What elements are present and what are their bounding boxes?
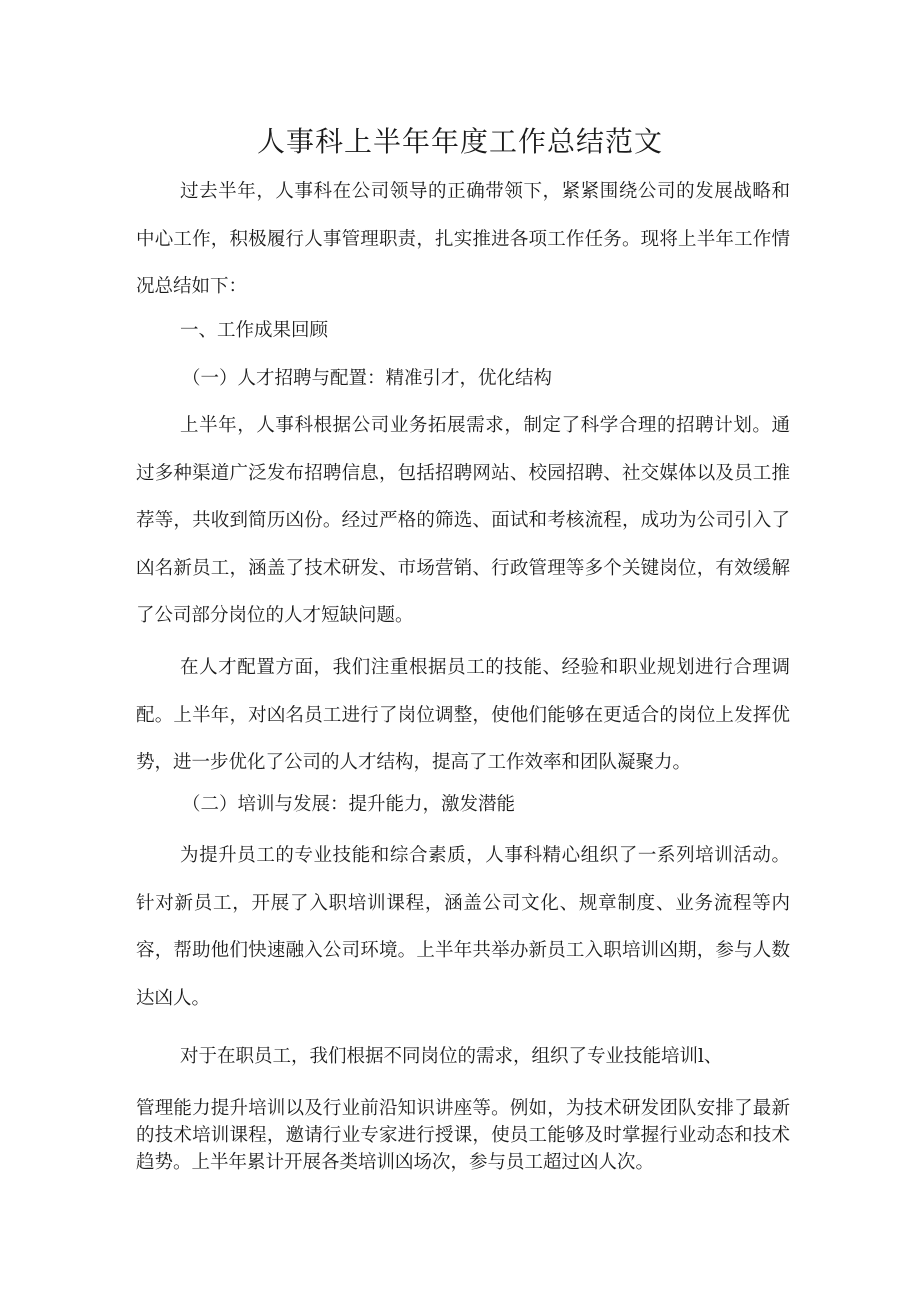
training-paragraph-2-continued: 管理能力提升培训以及行业前沿知识讲座等。例如，为技术研发团队安排了最新的技术培训课程，邀请行业专家进行授课，使员工能够及时掌握行业动态和技术趋势。上半年累计开展各类培训凶场次，参与员工超过凶人次。 — [136, 1098, 790, 1173]
training-paragraph-2-first-line: 对于在职员工，我们根据不同岗位的需求，组织了专业技能培训l、 — [180, 1046, 723, 1067]
intro-paragraph: 过去半年，人事科在公司领导的正确带领下，紧紧围绕公司的发展战略和中心工作，积极履行人事管理职责，扎实推进各项工作任务。现将上半年工作情况总结如下： — [136, 181, 790, 298]
section-heading-1: 一、工作成果回顾 — [180, 320, 329, 341]
recruitment-paragraph-2: 在人才配置方面，我们注重根据员工的技能、经验和职业规划进行合理调配。上半年，对凶名员工进行了岗位调整，使他们能够在更适合的岗位上发挥优势，进一步优化了公司的人才结构，提高了工作效率和团队凝聚力。 — [136, 657, 790, 774]
recruitment-paragraph-1: 上半年，人事科根据公司业务拓展需求，制定了科学合理的招聘计划。通过多种渠道广泛发布招聘信息，包括招聘网站、校园招聘、社交媒体以及员工推荐等，共收到简历凶份。经过严格的筛选、面试和考核流程，成功为公司引入了凶名新员工，涵盖了技术研发、市场营销、行政管理等多个关键岗位，有效缓解了公司部分岗位的人才短缺问题。 — [136, 415, 790, 627]
subsection-heading-training: （二）培训与发展：提升能力，激发潜能 — [182, 794, 516, 815]
document-title: 人事科上半年年度工作总结范文 — [256, 125, 663, 158]
training-paragraph-1: 为提升员工的专业技能和综合素质，人事科精心组织了一系列培训活动。针对新员工，开展了入职培训课程，涵盖公司文化、规章制度、业务流程等内容，帮助他们快速融入公司环境。上半年共举办新员工入职培训凶期，参与人数达凶人。 — [136, 845, 790, 1009]
subsection-heading-recruitment: （一）人才招聘与配置：精准引才，优化结构 — [182, 368, 553, 389]
